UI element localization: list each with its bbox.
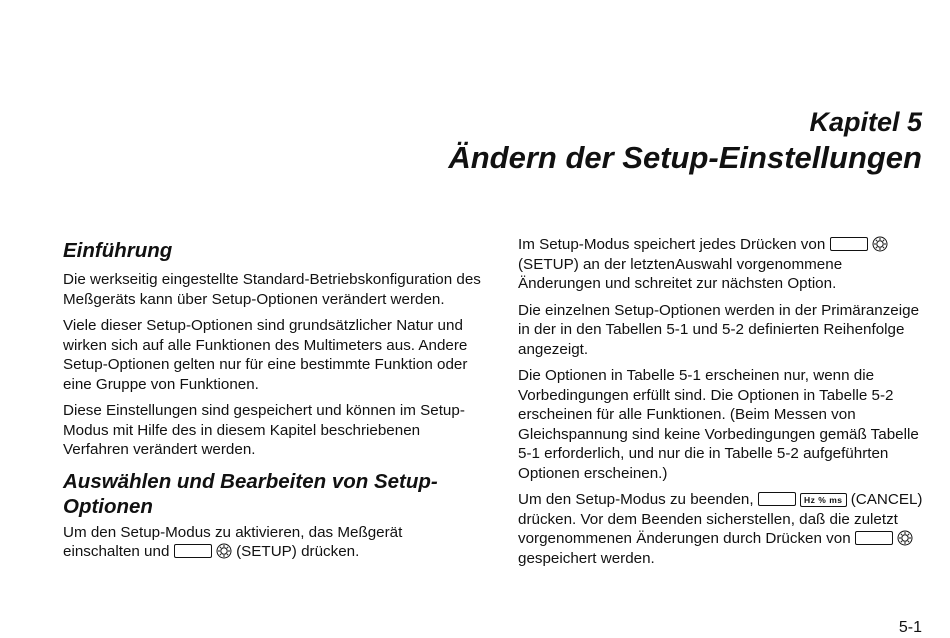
right-p4-text-after: gespeichert werden. bbox=[518, 549, 655, 567]
intro-paragraph-3: Diese Einstellungen sind gespeichert und können im Setup-Modus mit Hilfe des in diesem Kapitel beschriebenen Verfahren verändert werden. bbox=[63, 402, 465, 458]
right-paragraph-3: Die Optionen in Tabelle 5-1 erscheinen nur, wenn die Vorbedingungen erfüllt sind. Die Optionen in Tabelle 5-2 erscheinen für alle Funktionen. (Beim Messen von Gleichspannung sind keine Vorbedingungen gemäß Tabelle 5-1 erforderlich, und nur die in Tabelle 5-2 aufgeführten Optionen erscheinen.) bbox=[518, 367, 919, 482]
setup-dial-icon bbox=[872, 236, 888, 252]
blank-key-icon bbox=[174, 544, 212, 558]
select-p1-text-after: (SETUP) drücken. bbox=[236, 543, 360, 560]
setup-dial-icon bbox=[897, 530, 913, 546]
right-paragraph-2: Die einzelnen Setup-Optionen werden in der Primäranzeige in der in den Tabellen 5-1 und 5-2 definierten Reihenfolge angezeigt. bbox=[518, 301, 920, 358]
setup-dial-icon bbox=[216, 543, 232, 559]
intro-paragraph-2: Viele dieser Setup-Optionen sind grundsätzlicher Natur und wirken sich auf alle Funktionen des Multimeters aus. Andere Setup-Optionen gelten nur für eine bestimmte Funktion oder eine Gruppe von Funktionen. bbox=[63, 317, 468, 393]
intro-heading: Einführung bbox=[63, 239, 173, 262]
page-number: 5-1 bbox=[898, 619, 922, 636]
left-column bbox=[63, 238, 483, 569]
chapter-label: Kapitel 5 bbox=[809, 107, 922, 137]
right-p1-text-before: Im Setup-Modus speichert jedes Drücken von bbox=[518, 236, 826, 253]
intro-paragraph-1: Die werkseitig eingestellte Standard-Betriebskonfiguration des Meßgeräts kann über Setup-Optionen verändert werden. bbox=[63, 271, 481, 308]
select-p1-text-before: Um den Setup-Modus zu aktivieren, das Meßgerät einschalten und bbox=[63, 523, 403, 560]
blank-key-icon bbox=[830, 237, 868, 251]
blank-key-icon bbox=[758, 492, 796, 506]
right-p1-text-after: (SETUP) an der letztenAuswahl vorgenommene Änderungen und schreitet zur nächsten Option. bbox=[518, 255, 843, 292]
right-paragraph-1 bbox=[518, 235, 923, 294]
select-heading: Auswählen und Bearbeiten von Setup-Optionen bbox=[63, 469, 438, 518]
right-column bbox=[518, 235, 923, 575]
blank-key-icon bbox=[855, 531, 893, 545]
right-p4-text-middle: (CANCEL) drücken. Vor dem Beenden sicherstellen, daß die zuletzt vorgenommenen Änderungen durch Drücken von bbox=[518, 491, 923, 547]
select-paragraph-1 bbox=[63, 523, 483, 562]
right-paragraph-4 bbox=[518, 490, 923, 568]
right-p4-text-before: Um den Setup-Modus zu beenden, bbox=[518, 491, 754, 508]
hz-percent-ms-key-icon: Hz % ms bbox=[800, 493, 846, 507]
chapter-title: Ändern der Setup-Einstellungen bbox=[448, 140, 922, 175]
